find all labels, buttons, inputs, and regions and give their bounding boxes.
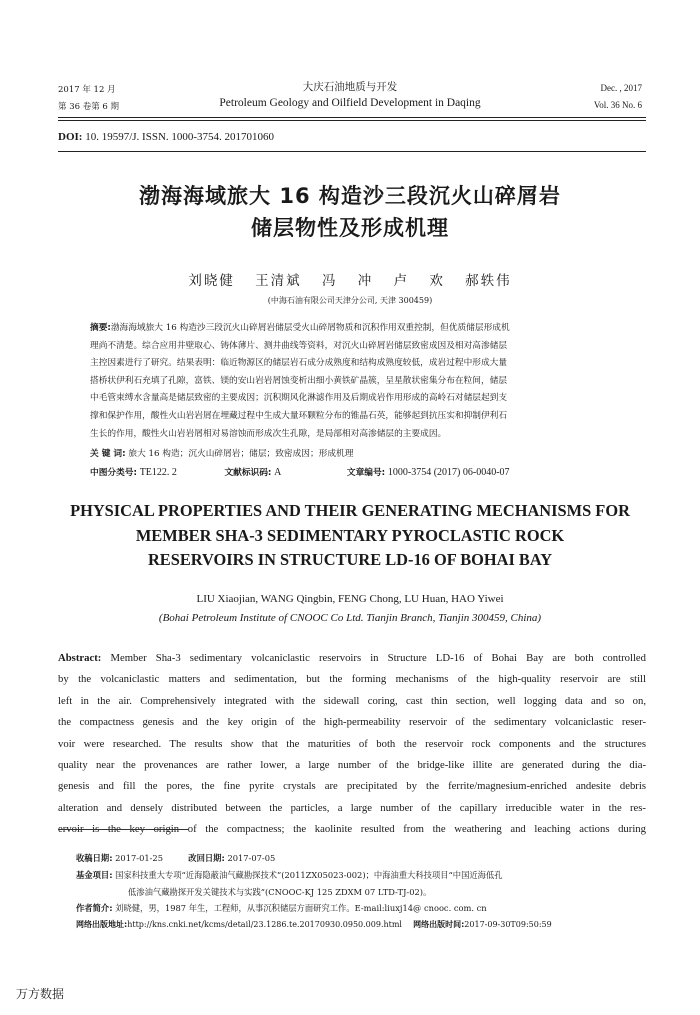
abstract-en-line: by the volcaniclastic matters and sedimentation, but the forming mechanisms of the high-quality reservoir are still [58, 673, 646, 686]
doi-line: DOI: 10. 19597/J. ISSN. 1000-3754. 201701060 [58, 131, 275, 143]
title-cn-line1: 渤海海域旅大 16 构造沙三段沉火山碎屑岩 [139, 184, 561, 208]
revised-label: 改回日期: [188, 853, 225, 863]
doi-value[interactable]: 10. 19597/J. ISSN. 1000-3754. 201701060 [85, 131, 275, 143]
abstract-cn-line: 生长的作用，酸性火山岩岩屑相对易溶蚀而形成次生孔隙，是局部相对高渗储层的主要成因。 [90, 428, 447, 439]
abstract-cn-line: 中毛管束缚水含量高是储层致密的主要成因；沉积期风化淋滤作用及后期成岩作用形成的高岭石对储层起到支 [90, 393, 507, 404]
abstract-en-line: ervoir is the key origin of the compactness; the kaolinite resulted from the weathering and leaching actions during [58, 823, 646, 836]
footnote-online [76, 917, 636, 934]
abstract-en-line: voir were researched. The results show that the maturities of both the reservoir rock components and the structures [58, 737, 646, 750]
online-address-link[interactable]: http://kns.cnki.net/kcms/detail/23.1286.te.20170930.0950.009.html [127, 920, 402, 930]
keywords-cn [90, 447, 617, 459]
abstract-cn [90, 320, 617, 443]
clc-value: TE122. 2 [139, 467, 177, 478]
affiliation-cn: (中海石油有限公司天津分公司, 天津 300459) [267, 296, 433, 305]
title-cn-line2: 储层物性及形成机理 [251, 216, 449, 240]
header-rule [58, 117, 646, 121]
footnote-author [76, 900, 636, 917]
abstract-cn-line: 撑和保护作用，酸性火山岩岩屑在埋藏过程中生成大量环颗粒分布的锥晶石英，能够起到抗压实和抑制伊利石 [90, 410, 507, 421]
fund-line2: 低渗油气藏勘探开发关键技术与实践”(CNOOC-KJ 125 ZDXM 07 LTD-TJ-02)。 [128, 886, 432, 897]
abstract-en-line: quality near the provenances are rather lower, a large number of the bridge-like illite are generated during the dia- [58, 759, 646, 772]
doc-code-value: A [274, 467, 282, 478]
title-en [0, 499, 700, 573]
authors-cn: 刘晓健 王清斌 冯 冲 卢 欢 郝轶伟 [188, 273, 512, 289]
fund-line1: 国家科技重大专项“近海隐蔽油气藏勘探技术”(2011ZX05023-002)；中海油重大科技项目“中国近海低孔 [115, 869, 503, 880]
header-volume-en: Vol. 36 No. 6 [593, 100, 642, 110]
doi-label: DOI [58, 131, 79, 143]
journal-title-cn: 大庆石油地质与开发 [302, 81, 398, 93]
title-en-line2: MEMBER SHA-3 SEDIMENTARY PYROCLASTIC ROCK [135, 525, 565, 545]
footnote-dates [76, 850, 636, 867]
header-date-en: Dec. , 2017 [600, 83, 642, 93]
abstract-en-line: Abstract: Member Sha-3 sedimentary volcaniclastic reservoirs in Structure LD-16 of Bohai Bay are both controlled [58, 652, 647, 664]
header-volume-cn: 第 36 卷第 6 期 [58, 102, 120, 112]
article-number-label: 文章编号: [346, 468, 386, 478]
received-value: 2017-01-25 [115, 853, 163, 863]
fund-label: 基金项目: [76, 869, 113, 880]
online-address-label: 网络出版地址: [76, 920, 128, 930]
title-en-line1: PHYSICAL PROPERTIES AND THEIR GENERATING MECHANISMS FOR [70, 501, 630, 520]
abstract-cn-label: 摘要: [90, 323, 111, 333]
author-bio-value[interactable]: 刘晓健，男，1987 年生，工程师，从事沉积储层方面研究工作。E-mail:liuxj14@ cnooc. com. cn [115, 903, 487, 914]
abstract-en-line: alteration and densely distributed between the particles, a large number of the capillary irreducible water in the res- [58, 801, 646, 814]
abstract-cn-line: 主控因素进行了研究。结果表明：临近物源区的储层岩石成分成熟度和结构成熟度较低，成岩过程中形成大量 [90, 358, 507, 369]
footnote-fund [76, 867, 636, 884]
abstract-cn-line: 理尚不清楚。综合应用井壁取心、铸体薄片、测井曲线等资料，对沉火山碎屑岩储层致密成因及相对高渗储层 [90, 340, 507, 351]
abstract-en-line: the compactness genesis and the key origin of the high-permeability reservoir of the sedimentary volcaniclastic reser- [58, 716, 646, 729]
watermark-text: 万方数据 [16, 987, 65, 1001]
online-time-value: 2017-09-30T09:50:59 [464, 920, 552, 930]
journal-title-en: Petroleum Geology and Oilfield Development in Daqing [219, 97, 481, 109]
affiliation-en: (Bohai Petroleum Institute of CNOOC Co Ltd. Tianjin Branch, Tianjin 300459, China) [158, 612, 542, 624]
authors-en: LIU Xiaojian, WANG Qingbin, FENG Chong, LU Huan, HAO Yiwei [196, 593, 504, 605]
doc-code-label: 文献标识码: [224, 468, 272, 478]
title-en-line3: RESERVOIRS IN STRUCTURE LD-16 OF BOHAI BAY [147, 550, 553, 569]
article-number-value: 1000-3754 (2017) 06-0040-07 [387, 467, 510, 478]
footnote-rule [58, 829, 188, 830]
keywords-cn-label: 关 键 词: [90, 449, 126, 459]
revised-value: 2017-07-05 [227, 853, 276, 863]
abstract-en-line: left in the air. Comprehensively integrated with the sidewall coring, cast thin section, well logging data and so on, [58, 694, 646, 707]
abstract-en-line: genesis and fill the pores, the fine pyrite crystals are precipitated by the ferrite/magnesium-enriched andesite debris [58, 780, 646, 793]
received-label: 收稿日期: [76, 853, 113, 863]
abstract-cn-line: 摘要:渤海海域旅大 16 构造沙三段沉火山碎屑岩储层受火山碎屑物质和沉积作用双重控制，但优质储层形成机 [90, 323, 510, 333]
footnotes [76, 850, 636, 934]
abstract-cn-line: 搭桥状伊利石充填了孔隙，富铁、镁的安山岩岩屑蚀变析出细小黄铁矿晶簇，呈星散状密集分布在粒间，储层 [90, 375, 507, 386]
online-time-label: 网络出版时间: [413, 920, 465, 930]
header-date-cn: 2017 年 12 月 [58, 85, 116, 95]
author-bio-label: 作者简介: [76, 903, 113, 914]
classification-line [90, 466, 617, 478]
keywords-cn-value: 旅大 16 构造；沉火山碎屑岩；储层；致密成因；形成机理 [128, 449, 354, 459]
clc-label: 中图分类号: [90, 468, 137, 478]
abstract-en [58, 648, 646, 841]
abstract-en-label: Abstract: [58, 652, 102, 664]
doi-rule [58, 151, 646, 152]
